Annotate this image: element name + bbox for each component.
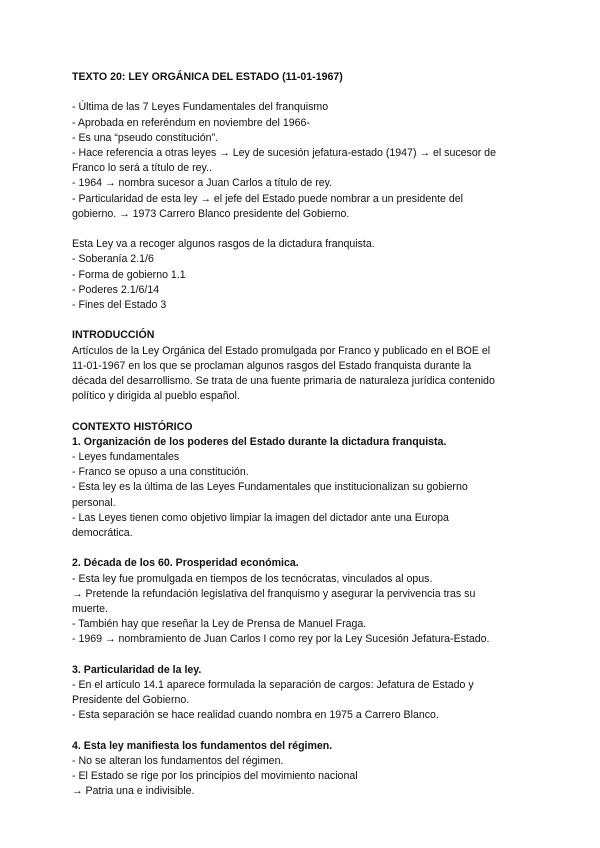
list-item: - Las Leyes tienen como objetivo limpiar la imagen del dictador ante una Europa xyxy=(72,511,449,524)
contexto-section xyxy=(72,420,532,800)
rasgos-block xyxy=(72,237,532,313)
subsection-4 xyxy=(72,739,532,800)
list-item: - Es una “pseudo constitución”. xyxy=(72,131,219,144)
spacer xyxy=(72,541,532,556)
list-item: - Hace referencia a otras leyes → Ley de sucesión jefatura-estado (1947) → el sucesor de xyxy=(72,147,496,159)
list-item: - En el artículo 14.1 aparece formulada la separación de cargos: Jefatura de Estado y xyxy=(72,679,474,692)
list-item: - Forma de gobierno 1.1 xyxy=(72,268,186,281)
subsection-2 xyxy=(72,556,532,647)
paragraph-line: político y dirigida al pueblo español. xyxy=(72,390,240,403)
list-item: → Pretende la refundación legislativa del franquismo y asegurar la pervivencia tras su xyxy=(72,587,476,600)
section-heading: CONTEXTO HISTÓRICO xyxy=(72,420,193,433)
list-item: - El Estado se rige por los principios del movimiento nacional xyxy=(72,770,358,783)
list-item: Presidente del Gobierno. xyxy=(72,694,190,707)
paragraph-line: 11-01-1967 en los que se proclaman algunos rasgos del Estado franquista durante la xyxy=(72,359,472,372)
list-item: muerte. xyxy=(72,603,108,616)
section-heading: INTRODUCCIÓN xyxy=(72,329,155,342)
subsection-1 xyxy=(72,435,532,541)
list-item: - Esta ley es la última de las Leyes Fundamentales que institucionalizan su gobierno xyxy=(72,481,468,494)
paragraph-line: década del desarrollismo. Se trata de una fuente primaria de naturaleza jurídica contenido xyxy=(72,375,495,388)
list-item: → Patria una e indivisible. xyxy=(72,785,195,798)
list-item: - Esta ley fue promulgada en tiempos de los tecnócratas, vinculados al opus. xyxy=(72,572,433,585)
list-item: - Leyes fundamentales xyxy=(72,451,180,464)
document-title: TEXTO 20: LEY ORGÁNICA DEL ESTADO (11-01-1967) xyxy=(72,71,343,83)
list-item: - Esta separación se hace realidad cuando nombra en 1975 a Carrero Blanco. xyxy=(72,709,439,722)
list-item: - Última de las 7 Leyes Fundamentales del franquismo xyxy=(72,101,329,114)
spacer xyxy=(72,313,532,328)
subsection-heading: 3. Particularidad de la ley. xyxy=(72,663,202,676)
spacer xyxy=(72,404,532,419)
list-item: Franco lo será a título de rey.. xyxy=(72,162,212,175)
list-item: personal. xyxy=(72,496,116,509)
list-item: - 1969 → nombramiento de Juan Carlos I como rey por la Ley Sucesión Jefatura-Estado. xyxy=(72,633,490,646)
list-item: - Fines del Estado 3 xyxy=(72,299,167,312)
spacer xyxy=(72,648,532,663)
subsection-heading: 1. Organización de los poderes del Estado durante la dictadura franquista. xyxy=(72,435,447,448)
subsection-heading: 4. Esta ley manifiesta los fundamentos del régimen. xyxy=(72,739,333,752)
document-page xyxy=(72,70,532,800)
spacer xyxy=(72,222,532,237)
list-item: democrática. xyxy=(72,527,133,540)
spacer xyxy=(72,85,532,100)
list-item: - También hay que reseñar la Ley de Prensa de Manuel Fraga. xyxy=(72,618,367,631)
subsection-3 xyxy=(72,663,532,724)
list-item: - Particularidad de esta ley → el jefe del Estado puede nombrar a un presidente del xyxy=(72,192,464,205)
list-item: - No se alteran los fundamentos del régimen. xyxy=(72,755,284,768)
list-item: - Soberanía 2.1/6 xyxy=(72,253,154,266)
spacer xyxy=(72,724,532,739)
paragraph-line: Artículos de la Ley Orgánica del Estado promulgada por Franco y publicado en el BOE el xyxy=(72,344,491,357)
introduccion-section xyxy=(72,328,532,404)
list-item: - Franco se opuso a una constitución. xyxy=(72,466,249,479)
subsection-heading: 2. Década de los 60. Prosperidad económica. xyxy=(72,557,299,570)
list-item: - Poderes 2.1/6/14 xyxy=(72,283,160,296)
intro-list xyxy=(72,100,532,222)
list-item: gobierno. → 1973 Carrero Blanco presidente del Gobierno. xyxy=(72,207,350,220)
list-item: - 1964 → nombra sucesor a Juan Carlos a título de rey. xyxy=(72,177,333,190)
rasgos-lead: Esta Ley va a recoger algunos rasgos de la dictadura franquista. xyxy=(72,238,375,251)
list-item: - Aprobada en referéndum en noviembre del 1966- xyxy=(72,116,310,129)
